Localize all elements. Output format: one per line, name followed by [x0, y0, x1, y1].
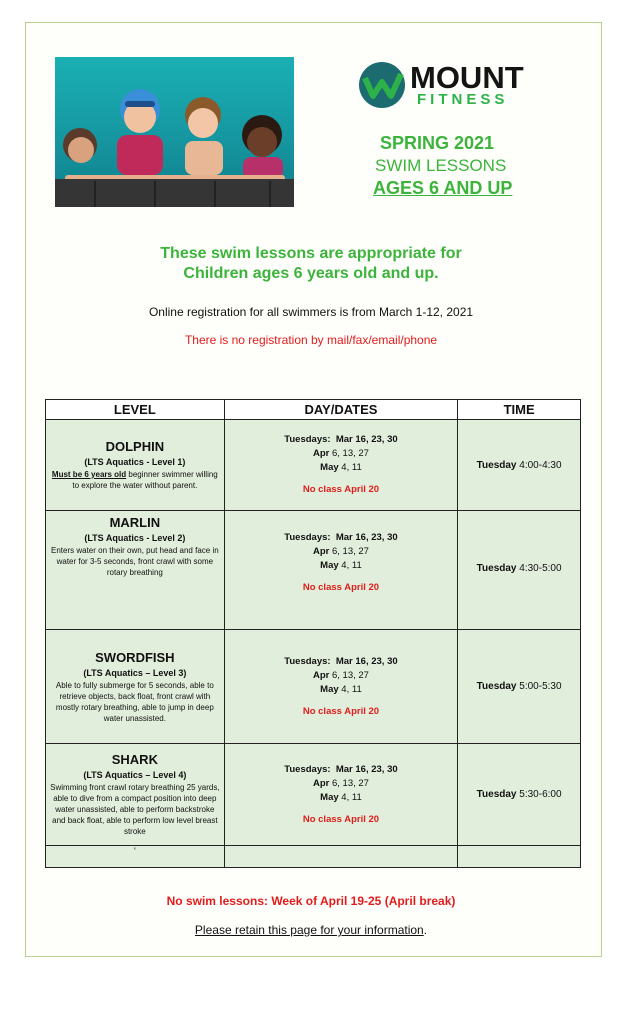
dates-cell: Tuesdays: Mar 16, 23, 30 Apr 6, 13, 27 May 4, 11 No class April 20 [224, 511, 458, 630]
time-cell: Tuesday 5:30-6:00 [458, 744, 581, 846]
table-header-row [46, 400, 581, 420]
intro-text [0, 244, 622, 284]
time-cell: Tuesday 5:00-5:30 [458, 630, 581, 744]
table-row [46, 420, 581, 511]
logo-word-mount: MOUNT [410, 60, 524, 95]
dates-cell: Tuesdays: Mar 16, 23, 30 Apr 6, 13, 27 May 4, 11 No class April 20 [224, 420, 458, 511]
intro-line-1: These swim lessons are appropriate for [160, 245, 462, 262]
intro-line-2: Children ages 6 years old and up. [183, 265, 439, 282]
header-day-dates: DAY/DATES [224, 400, 458, 420]
no-class-note: No class April 20 [302, 484, 380, 495]
time-cell: Tuesday 4:00-4:30 [458, 420, 581, 511]
empty-cell: ' [46, 846, 225, 868]
logo-mark-icon [355, 60, 411, 110]
level-cell [46, 630, 225, 744]
header-time: TIME [458, 400, 581, 420]
level-name: MARLIN [109, 515, 161, 530]
program-title: SWIM LESSONS [375, 156, 507, 175]
level-subtitle: (LTS Aquatics - Level 2) [84, 533, 186, 543]
level-name: SWORDFISH [95, 649, 175, 665]
ages-title: AGES 6 AND UP [373, 178, 513, 198]
no-class-note: No class April 20 [302, 582, 380, 593]
header-level: LEVEL [46, 400, 225, 420]
level-description: Must be 6 years old beginner swimmer willing to explore the water without parent. [51, 470, 218, 490]
mount-fitness-logo [355, 60, 555, 110]
level-description: Enters water on their own, put head and face in water for 3-5 seconds, front crawl with some rotary breathing [51, 546, 219, 577]
no-lessons-note: No swim lessons: Week of April 19-25 (April break) [166, 894, 456, 908]
no-registration-note: There is no registration by mail/fax/email/phone [184, 333, 438, 347]
level-description: Able to fully submerge for 5 seconds, able to retrieve objects, back float, front crawl with mostly rotary breathing, able to jump in deep water unassisted. [55, 680, 214, 723]
table-row [46, 511, 581, 630]
schedule-table [45, 399, 581, 868]
season-title: SPRING 2021 [380, 133, 495, 153]
no-class-note: No class April 20 [302, 813, 380, 825]
time-cell: Tuesday 4:30-5:00 [458, 511, 581, 630]
kids-swimming-photo [55, 57, 294, 207]
logo-word-fitness: FITNESS [417, 91, 509, 108]
online-registration-note: Online registration for all swimmers is from March 1-12, 2021 [148, 305, 474, 319]
level-subtitle: (LTS Aquatics – Level 4) [83, 770, 187, 780]
empty-cell [458, 846, 581, 868]
table-row [46, 630, 581, 744]
table-row [46, 744, 581, 846]
level-description: Swimming front crawl rotary breathing 25 yards, able to dive from a compact position into deep water unassisted, able to perform backstroke and back float, able to perform low level breast stroke [50, 783, 220, 836]
level-cell [46, 420, 225, 511]
retain-note: Please retain this page for your information. [194, 923, 428, 937]
level-subtitle: (LTS Aquatics – Level 3) [83, 667, 187, 678]
no-class-note: No class April 20 [302, 705, 380, 717]
empty-cell [224, 846, 458, 868]
level-cell [46, 511, 225, 630]
level-requirement: Must be 6 years old [51, 470, 127, 479]
table-row-empty [46, 846, 581, 868]
level-name: SHARK [111, 752, 158, 767]
dates-cell: Tuesdays: Mar 16, 23, 30 Apr 6, 13, 27 May 4, 11 No class April 20 [224, 744, 458, 846]
level-name: DOLPHIN [105, 439, 165, 454]
dates-cell: Tuesdays: Mar 16, 23, 30 Apr 6, 13, 27 May 4, 11 No class April 20 [224, 630, 458, 744]
level-subtitle: (LTS Aquatics - Level 1) [84, 457, 186, 467]
level-cell [46, 744, 225, 846]
